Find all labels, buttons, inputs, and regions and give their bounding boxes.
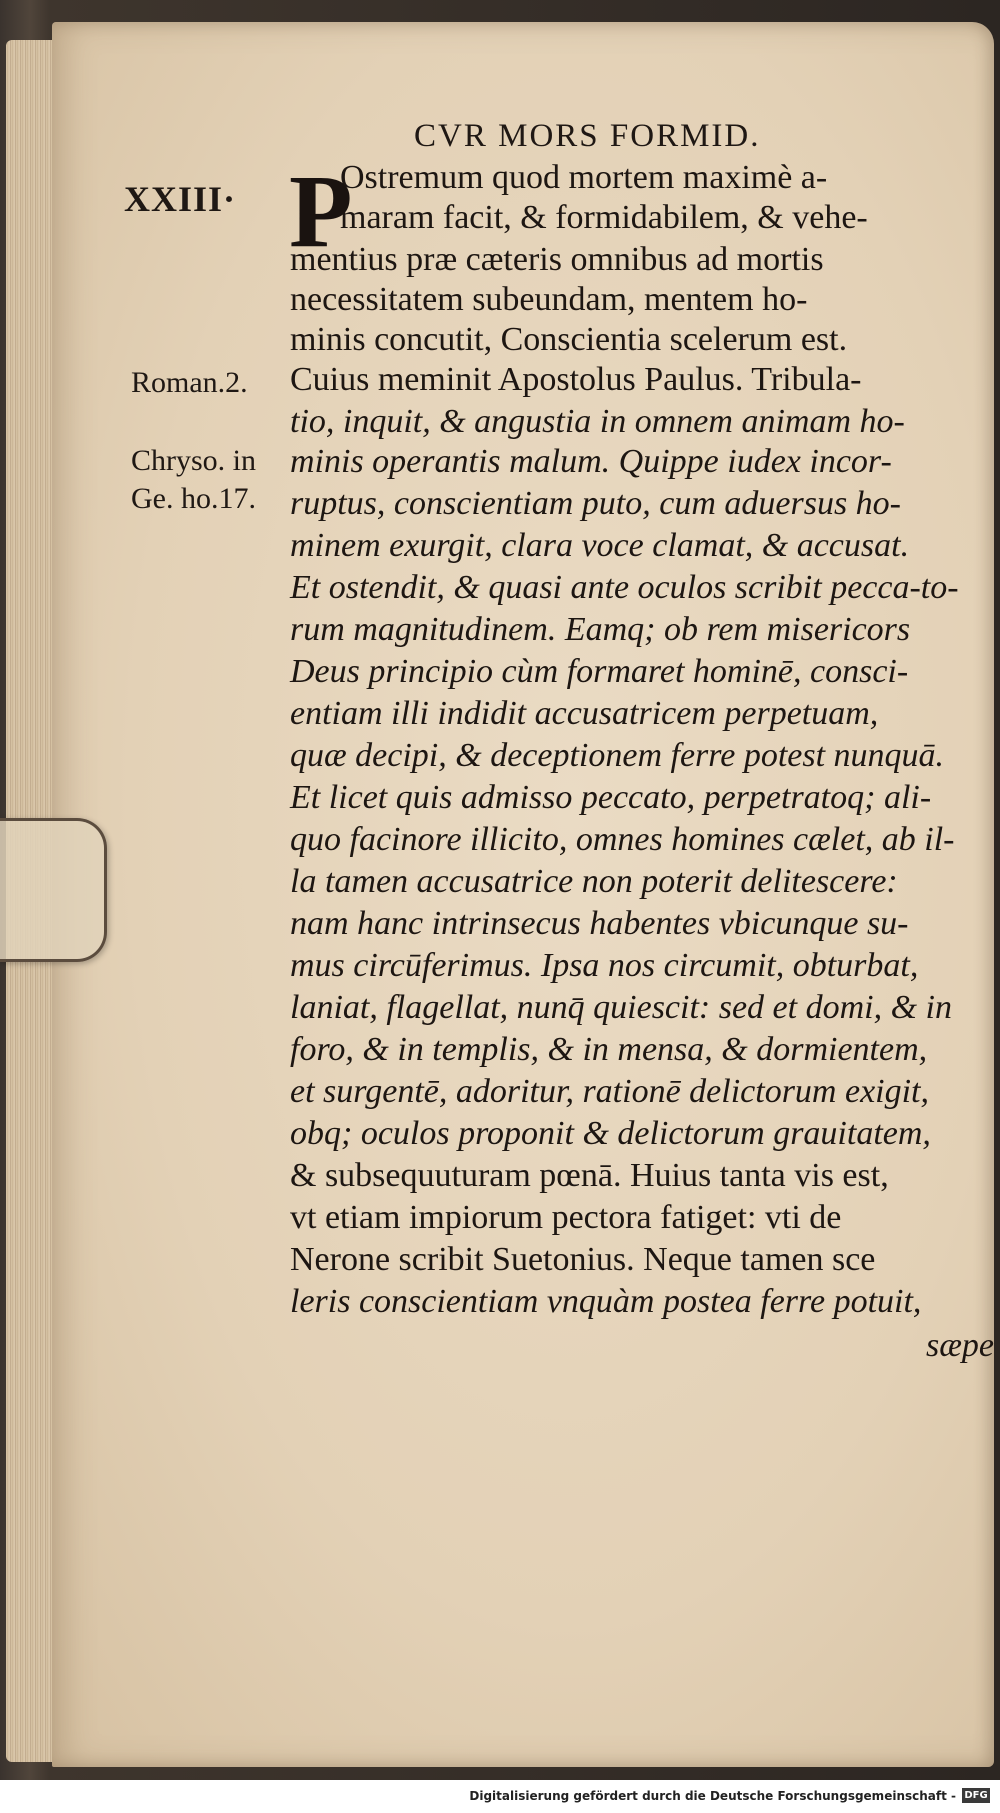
page-clip <box>0 818 107 962</box>
text-line-11: Et ostendit, & quasi ante oculos scribit pecca-to- <box>290 569 959 606</box>
section-number: XXIII· <box>124 179 237 219</box>
text-line-9: ruptus, conscientiam puto, cum aduersus ho- <box>290 485 902 522</box>
text-line-16: Et licet quis admisso peccato, perpetratoq; ali- <box>290 779 932 816</box>
text-line-4: necessitatem subeundam, mentem ho- <box>290 281 808 318</box>
text-line-28: leris conscientiam vnquàm postea ferre potuit, <box>290 1283 922 1320</box>
text-line-17: quo facinore illicito, omnes homines cælet, ab il- <box>290 821 955 858</box>
text-line-22: foro, & in templis, & in mensa, & dormientem, <box>290 1031 928 1068</box>
text-line-20: mus circūferimus. Ipsa nos circumit, obturbat, <box>290 947 919 984</box>
running-head: CVR MORS FORMID. <box>414 118 761 154</box>
text-line-3: mentius præ cæteris omnibus ad mortis <box>290 241 824 278</box>
text-line-21: laniat, flagellat, nunq̄ quiescit: sed et domi, & in <box>290 989 952 1026</box>
text-line-13: Deus principio cùm formaret hominē, consci- <box>290 653 909 690</box>
text-line-26: vt etiam impiorum pectora fatiget: vti de <box>290 1199 842 1236</box>
text-line-24: obq; oculos proponit & delictorum grauitatem, <box>290 1115 931 1152</box>
footer-bar <box>0 1780 1000 1813</box>
text-line-19: nam hanc intrinsecus habentes vbicunque su- <box>290 905 909 942</box>
text-line-25: & subsequuturam pœnā. Huius tanta vis est, <box>290 1157 889 1194</box>
text-line-8: minis operantis malum. Quippe iudex incor- <box>290 443 892 480</box>
text-line-12: rum magnitudinem. Eamq; ob rem misericors <box>290 611 911 648</box>
margin-note-genesis: Ge. ho.17. <box>131 482 256 515</box>
footer-credit: Digitalisierung gefördert durch die Deutsche Forschungsgemeinschaft - <box>469 1789 956 1803</box>
text-line-15: quæ decipi, & deceptionem ferre potest nunquā. <box>290 737 945 774</box>
text-line-23: et surgentē, adoritur, rationē delictorum exigit, <box>290 1073 929 1110</box>
text-line-2: maram facit, & formidabilem, & vehe- <box>340 199 868 236</box>
text-line-5: minis concutit, Conscientia scelerum est. <box>290 321 848 358</box>
text-line-10: minem exurgit, clara voce clamat, & accusat. <box>290 527 910 564</box>
text-line-14: entiam illi indidit accusatricem perpetuam, <box>290 695 879 732</box>
margin-note-roman: Roman.2. <box>131 366 248 399</box>
text-line-6: Cuius meminit Apostolus Paulus. Tribula- <box>290 361 862 398</box>
margin-note-chryso: Chryso. in <box>131 444 257 477</box>
text-line-27: Nerone scribit Suetonius. Neque tamen sce <box>290 1241 876 1278</box>
text-line-7: tio, inquit, & angustia in omnem animam ho- <box>290 403 905 440</box>
dfg-logo: DFG <box>962 1788 990 1803</box>
text-line-1: Ostremum quod mortem maximè a- <box>340 159 828 196</box>
drop-cap: P <box>289 154 353 269</box>
text-line-18: la tamen accusatrice non poterit delitescere: <box>290 863 898 900</box>
catchword: sæpe <box>926 1327 994 1364</box>
